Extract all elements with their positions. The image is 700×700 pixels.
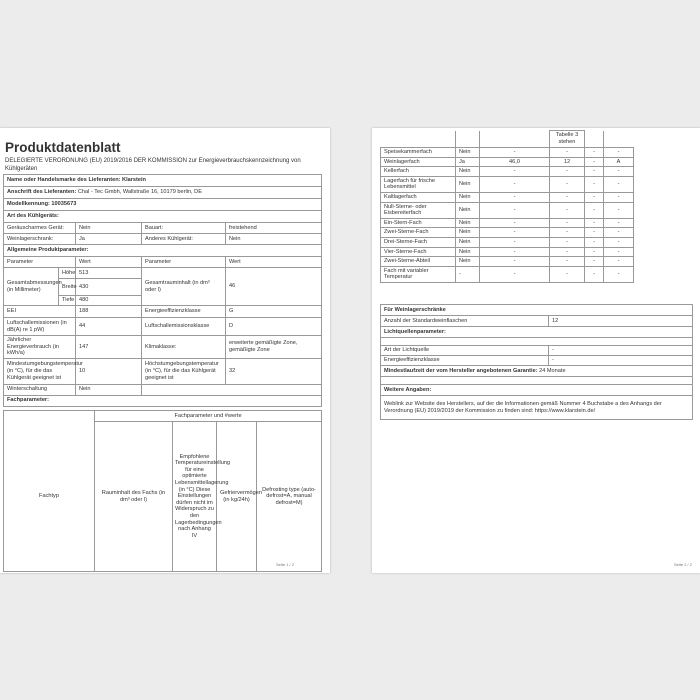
compartment-defrost-type: - xyxy=(604,247,634,257)
warranty-value: 24 Monate xyxy=(539,367,566,374)
manufacturer-weblink-text: Weblink zur Website des Herstellers, auf der die Informationen gemäß Nummer 4 Buchstabe a des Anhangs der Verordnung (EU) 2019/2019 der Kommission zu finden sind: https://www.klarstein.de/ xyxy=(381,396,693,420)
dimension-label: Tiefe xyxy=(59,296,76,306)
table-row xyxy=(381,202,634,218)
compartment-temperature: - xyxy=(550,247,585,257)
param-label: Jährlicher Energieverbrauch (in kWh/a) xyxy=(4,336,76,359)
compartment-volume: - xyxy=(480,237,550,247)
table-row xyxy=(381,176,634,192)
compartment-present: Nein xyxy=(456,167,480,177)
compartment-freezing-capacity: - xyxy=(585,202,604,218)
supplier-address: Chal - Tec Gmbh, Wallstraße 16, 10179 berlin, DE xyxy=(77,189,202,196)
table-row xyxy=(381,266,634,282)
compartment-name: Kellerfach xyxy=(381,167,456,177)
param-label: Luftschallemissionen (in dB(A) re 1 pW) xyxy=(4,318,76,336)
compartment-volume: - xyxy=(480,167,550,177)
compartment-freezing-capacity: - xyxy=(585,167,604,177)
bottles-value: 12 xyxy=(549,316,693,327)
compartment-name: Zwei-Sterne-Abteil xyxy=(381,257,456,267)
compartment-name: Fach mit variabler Temperatur xyxy=(381,266,456,282)
table-row xyxy=(381,228,634,238)
warranty-row xyxy=(381,366,693,377)
compartment-temperature: - xyxy=(550,167,585,177)
compartment-group-header: Fachparameter und #werte xyxy=(95,411,322,422)
column-header: Wert xyxy=(76,257,142,268)
compartment-temperature: - xyxy=(550,148,585,158)
compartment-volume: - xyxy=(480,228,550,238)
compartment-freezing-capacity: - xyxy=(585,257,604,267)
bottles-label: Anzahl der Standardweinflaschen xyxy=(381,316,549,327)
empty-cell xyxy=(142,384,322,395)
page-title: Produktdatenblatt xyxy=(5,140,121,155)
regulation-subtitle: DELEGIERTE VERORDNUNG (EU) 2019/2016 DER KOMMISSION zur Energieverbrauchskennzeichnung von Kühlgeräten xyxy=(5,158,301,172)
compartment-volume: - xyxy=(480,148,550,158)
compartment-defrost-type: - xyxy=(604,257,634,267)
supplier-address-label: Anschrift des Lieferanten: xyxy=(7,189,77,196)
type-label: Geräuscharmes Gerät: xyxy=(4,223,76,234)
compartment-volume: - xyxy=(480,266,550,282)
dimension-value: 430 xyxy=(76,279,142,296)
compartment-defrost-type: A xyxy=(604,157,634,167)
compartment-volume: - xyxy=(480,176,550,192)
compartment-temperature: - xyxy=(550,176,585,192)
column-header: Parameter xyxy=(142,257,226,268)
empty-cell xyxy=(585,131,604,148)
compartment-defrost-type: - xyxy=(604,228,634,238)
dimensions-label: Gesamtabmessungen (in Millimeter) xyxy=(4,268,59,306)
empty-cell xyxy=(381,131,456,148)
compartment-freezing-capacity: - xyxy=(585,266,604,282)
empty-cell xyxy=(381,377,693,385)
supplier-address-row xyxy=(4,187,322,199)
general-params-header: Allgemeine Produktparameter: xyxy=(4,245,322,257)
compartment-temp-header: Empfohlene Temperatureinstellung für eine optimierte Lebensmittellagerung (in °C) Diese Einstellungen dürfen nicht im Widerspruch zu den Lagerbedingungen nach Anhang IV xyxy=(173,422,217,572)
dimension-value: 480 xyxy=(76,296,142,306)
light-class-value: - xyxy=(549,356,693,366)
model-id: Modellkennung: 10035673 xyxy=(4,199,322,211)
param-label: Mindestumgebungstemperatur (in °C), für die das Kühlgerät geeignet ist xyxy=(4,358,76,384)
param-label: Höchstumgebungstemperatur (in °C), für die das Kühlgerät geeignet ist xyxy=(142,358,226,384)
param-value: 147 xyxy=(76,336,142,359)
param-value: 44 xyxy=(76,318,142,336)
compartment-present: - xyxy=(456,266,480,282)
column-header: Wert xyxy=(226,257,322,268)
page-number: Seite 2 / 2 xyxy=(673,562,692,567)
compartment-volume: - xyxy=(480,247,550,257)
param-value: Nein xyxy=(76,384,142,395)
compartment-defrost-type: - xyxy=(604,148,634,158)
param-value: erweiterte gemäßigte Zone, gemäßigte Zone xyxy=(226,336,322,359)
type-label: Bauart: xyxy=(142,223,226,234)
product-data-table xyxy=(3,174,322,407)
dimension-label: Höhe xyxy=(59,268,76,279)
compartment-volume: - xyxy=(480,192,550,202)
compartment-present: Nein xyxy=(456,148,480,158)
document-page-2 xyxy=(372,128,700,573)
compartment-name: Lagerfach für frische Lebensmittel xyxy=(381,176,456,192)
compartment-present: Nein xyxy=(456,257,480,267)
compartment-table xyxy=(380,130,634,283)
type-value: Ja xyxy=(76,234,142,245)
table-row xyxy=(381,247,634,257)
compartment-freezing-capacity: - xyxy=(585,247,604,257)
compartment-volume: - xyxy=(480,218,550,228)
compartment-type-header: Fachtyp xyxy=(4,422,95,572)
compartment-temperature: - xyxy=(550,218,585,228)
compartment-freezing-capacity: - xyxy=(585,148,604,158)
empty-cell xyxy=(480,131,550,148)
compartment-name: Null-Sterne- oder Eisbereiterfach xyxy=(381,202,456,218)
compartment-name: Drei-Sterne-Fach xyxy=(381,237,456,247)
light-source-header: Lichtquellenparameter: xyxy=(381,327,693,338)
compartment-params-header: Fachparameter: xyxy=(4,395,322,406)
column-header: Parameter xyxy=(4,257,76,268)
appliance-type-header: Art des Kühlgeräts: xyxy=(4,211,322,223)
compartment-header-table xyxy=(3,410,322,572)
compartment-name: Vier-Sterne-Fach xyxy=(381,247,456,257)
compartment-present: Nein xyxy=(456,228,480,238)
param-label: Klimaklasse: xyxy=(142,336,226,359)
compartment-name: Kaltlagerfach xyxy=(381,192,456,202)
compartment-temperature: - xyxy=(550,192,585,202)
light-class-label: Energieeffizienzklasse xyxy=(381,356,549,366)
type-value: freistehend xyxy=(226,223,322,234)
document-page-1 xyxy=(0,128,330,573)
compartment-present: Nein xyxy=(456,192,480,202)
compartment-temperature: 12 xyxy=(550,157,585,167)
table-row xyxy=(381,192,634,202)
type-value: Nein xyxy=(76,223,142,234)
compartment-defrost-type: - xyxy=(604,266,634,282)
compartment-rows xyxy=(381,148,634,283)
compartment-name: Speisekammerfach xyxy=(381,148,456,158)
param-value: 10 xyxy=(76,358,142,384)
warranty-label: Mindestlaufzeit der vom Hersteller angebotenen Garantie: xyxy=(384,367,538,374)
compartment-present: Nein xyxy=(456,218,480,228)
compartment-freezing-capacity: - xyxy=(585,218,604,228)
compartment-defrost-type: - xyxy=(604,237,634,247)
param-label: Energieeffizienzklasse xyxy=(142,306,226,318)
type-value: Nein xyxy=(226,234,322,245)
compartment-freezing-capacity: - xyxy=(585,228,604,238)
table-row xyxy=(381,237,634,247)
compartment-present: Nein xyxy=(456,202,480,218)
compartment-volume-header: Rauminhalt des Fachs (in dm³ oder l) xyxy=(95,422,173,572)
compartment-freezing-capacity: - xyxy=(585,192,604,202)
param-value: G xyxy=(226,306,322,318)
compartment-defrost-type: - xyxy=(604,192,634,202)
compartment-present: Ja xyxy=(456,157,480,167)
empty-cell xyxy=(604,131,634,148)
compartment-present: Nein xyxy=(456,247,480,257)
dimension-label: Breite xyxy=(59,279,76,296)
total-volume-label: Gesamtrauminhalt (in dm³ oder l) xyxy=(142,268,226,306)
table-row xyxy=(381,148,634,158)
additional-info-table xyxy=(380,304,693,420)
total-volume-value: 46 xyxy=(226,268,322,306)
compartment-freezing-capacity: - xyxy=(585,176,604,192)
page-number: Seite 1 / 2 xyxy=(275,562,294,567)
param-label: Luftschallemissionsklasse xyxy=(142,318,226,336)
compartment-volume: - xyxy=(480,257,550,267)
compartment-freezing-capacity: - xyxy=(585,237,604,247)
compartment-name: Weinlagerfach xyxy=(381,157,456,167)
compartment-temperature: - xyxy=(550,228,585,238)
table-row xyxy=(381,157,634,167)
compartment-defrost-type: - xyxy=(604,167,634,177)
compartment-freeze-header: Gefriervermögen (in kg/24h) xyxy=(217,422,257,572)
param-value: 188 xyxy=(76,306,142,318)
compartment-name: Ein-Stern-Fach xyxy=(381,218,456,228)
empty-cell xyxy=(456,131,480,148)
compartment-present: Nein xyxy=(456,237,480,247)
compartment-defrost-type: - xyxy=(604,218,634,228)
table-row xyxy=(381,167,634,177)
table-row xyxy=(381,257,634,267)
table-caption: Tabelle 3 stehen xyxy=(550,131,585,148)
wine-cabinet-header: Für Weinlagerschränke xyxy=(381,305,693,316)
compartment-freezing-capacity: - xyxy=(585,157,604,167)
compartment-temperature: - xyxy=(550,257,585,267)
param-value: D xyxy=(226,318,322,336)
further-info-header: Weitere Angaben: xyxy=(381,385,693,396)
compartment-volume: 46,0 xyxy=(480,157,550,167)
dimension-value: 513 xyxy=(76,268,142,279)
param-label: Winterschaltung xyxy=(4,384,76,395)
compartment-present: Nein xyxy=(456,176,480,192)
compartment-name: Zwei-Sterne-Fach xyxy=(381,228,456,238)
empty-cell xyxy=(381,338,693,346)
compartment-defrost-type: - xyxy=(604,202,634,218)
type-label: Weinlagerschrank: xyxy=(4,234,76,245)
light-type-value: - xyxy=(549,346,693,356)
type-label: Anderes Kühlgerät: xyxy=(142,234,226,245)
supplier-name: Name oder Handelsmarke des Lieferanten: Klarstein xyxy=(4,175,322,187)
param-label: EEI xyxy=(4,306,76,318)
table-row xyxy=(381,218,634,228)
empty-cell xyxy=(4,411,95,422)
param-value: 32 xyxy=(226,358,322,384)
compartment-temperature: - xyxy=(550,237,585,247)
compartment-temperature: - xyxy=(550,266,585,282)
compartment-defrost-type: - xyxy=(604,176,634,192)
compartment-temperature: - xyxy=(550,202,585,218)
compartment-volume: - xyxy=(480,202,550,218)
light-type-label: Art der Lichtquelle xyxy=(381,346,549,356)
compartment-defrost-header: Defrosting type (auto-defrost=A, manual defrost=M) xyxy=(257,422,322,572)
